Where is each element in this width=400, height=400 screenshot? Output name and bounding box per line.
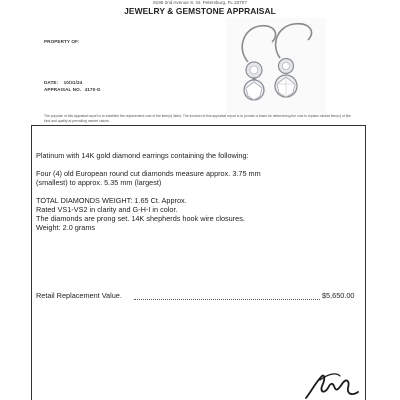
property-of-label: PROPERTY OF: [44, 39, 80, 44]
rating-text: Rated VS1-VS2 in clarity and G-H-I in color. [36, 205, 178, 214]
diamonds-line-2: (smallest) to approx. 5.35 mm (largest) [36, 178, 162, 187]
total-weight: TOTAL DIAMONDS WEIGHT: 1.65 Ct. Approx. [36, 196, 187, 205]
setting-text: The diamonds are prong set. 14K shepherds hook wire closures. [36, 214, 245, 223]
company-address: 8195 2nd Avenue S. St. Petersburg, FL 33707 [153, 0, 247, 5]
valuation-label: Retail Replacement Value. [36, 291, 122, 300]
weight-text: Weight: 2.0 grams [36, 223, 96, 232]
item-intro: Platinum with 14K gold diamond earrings containing the following: [36, 151, 249, 160]
date-value: 10/31/24 [63, 80, 83, 85]
valuation-amount: $5,650.00 [322, 291, 355, 300]
document-title: JEWELRY & GEMSTONE APPRAISAL [124, 6, 276, 16]
date-row [44, 80, 82, 85]
appraisal-no-row [44, 87, 101, 92]
appraiser-signature-icon [302, 368, 362, 400]
appraisal-no-value: 4170-G [84, 87, 101, 92]
diamonds-line-1: Four (4) old European round cut diamonds measure approx. 3.75 mm [36, 169, 261, 178]
appraisal-no-label: APPRAISAL NO. [44, 87, 82, 92]
purpose-statement: The purpose of this appraisal report is to establish the replacement cost of the item(s) listed. The function of this appraisal report is to provide a basis for determining the cost to replace similar item(s) of like kind and quality at prevailing market values. [44, 114, 351, 123]
earrings-photo-icon [226, 18, 326, 114]
date-label: DATE: [44, 80, 59, 85]
description-panel [31, 125, 366, 400]
valuation-leader [134, 299, 320, 300]
